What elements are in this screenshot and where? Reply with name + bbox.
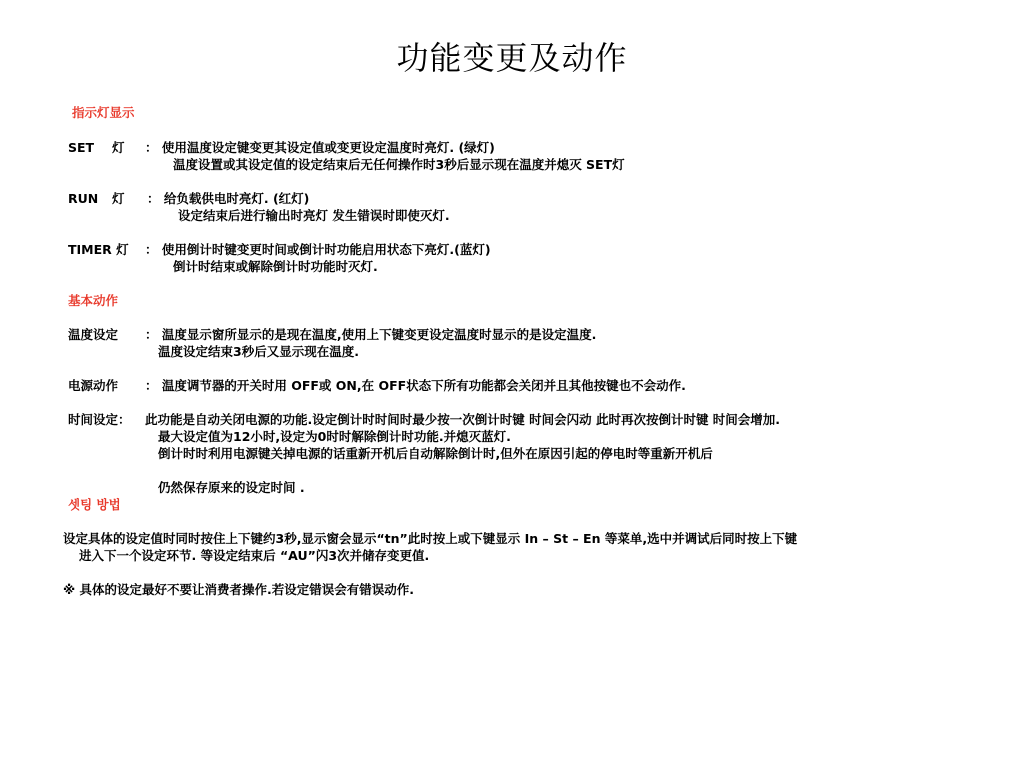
- set-lamp-desc-line1: ： 使用温度设定键变更其设定值或变更设定温度时亮灯. (绿灯): [145, 140, 495, 155]
- timer-lamp-desc-line2: 倒计时结束或解除倒计时功能时灭灯.: [173, 259, 378, 274]
- setting-method-line2: 进入下一个设定环节. 等设定结束后 “AU”闪3次并储存变更值.: [79, 548, 430, 563]
- time-setting-desc-line4: 仍然保存原来的设定时间 .: [158, 480, 305, 495]
- set-lamp-desc-line2: 温度设置或其设定值的设定结束后无任何操作时3秒后显示现在温度并熄灭 SET灯: [173, 157, 625, 172]
- time-setting-label: 时间设定：: [68, 412, 131, 427]
- indicator-heading: 指示灯显示: [72, 105, 135, 120]
- run-lamp-label: RUN: [68, 191, 99, 206]
- run-lamp-desc-line1: ： 给负载供电时亮灯. (红灯): [147, 191, 310, 206]
- run-lamp-word: 灯: [112, 191, 125, 206]
- setting-warning-note: ※ 具体的设定最好不要让消费者操作.若设定错误会有错误动作.: [63, 582, 415, 597]
- time-setting-desc-line3: 倒计时时利用电源键关掉电源的话重新开机后自动解除倒计时,但外在原因引起的停电时等重新开机后: [158, 446, 713, 461]
- power-operation-label: 电源动作: [68, 378, 119, 393]
- time-setting-desc-line1: 此功能是自动关闭电源的功能.设定倒计时时间时最少按一次倒计时键 时间会闪动 此时再次按倒计时键 时间会增加.: [145, 412, 781, 427]
- set-lamp-word: 灯: [112, 140, 125, 155]
- temp-setting-label: 温度设定: [68, 327, 119, 342]
- timer-lamp-desc-line1: ： 使用倒计时键变更时间或倒计时功能启用状态下亮灯.(蓝灯): [145, 242, 491, 257]
- set-lamp-label: SET: [68, 140, 95, 155]
- setting-method-line1: 设定具体的设定值时同时按住上下键约3秒,显示窗会显示“tn”此时按上或下键显示 In – St – En 等菜单,选中并调试后同时按上下键: [63, 531, 798, 546]
- temp-setting-desc-line1: ： 温度显示窗所显示的是现在温度,使用上下键变更设定温度时显示的是设定温度.: [145, 327, 597, 342]
- run-lamp-desc-line2: 设定结束后进行输出时亮灯 发生错误时即使灭灯.: [178, 208, 450, 223]
- power-operation-desc: ： 温度调节器的开关时用 OFF或 ON,在 OFF状态下所有功能都会关闭并且其他按键也不会动作.: [145, 378, 686, 393]
- basic-heading: 基本动作: [68, 293, 119, 308]
- page-title: 功能变更及动作: [396, 39, 628, 77]
- time-setting-desc-line2: 最大设定值为12小时,设定为0时时解除倒计时功能.并熄灭蓝灯.: [158, 429, 511, 444]
- temp-setting-desc-line2: 温度设定结束3秒后又显示现在温度.: [158, 344, 359, 359]
- timer-lamp-label: TIMER 灯: [68, 242, 129, 257]
- setting-method-heading: 셋팅 방법: [68, 497, 121, 512]
